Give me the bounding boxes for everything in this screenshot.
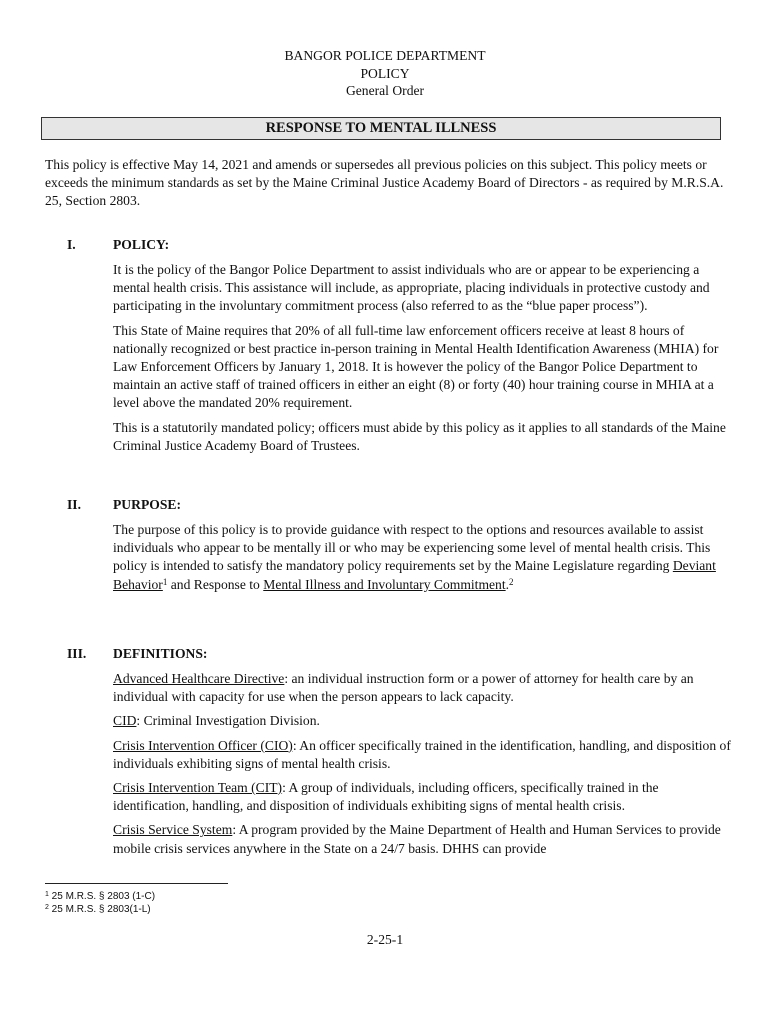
deviant-behavior-link: Deviant Behavior bbox=[113, 558, 716, 592]
paragraph: This is a statutorily mandated policy; officers must abide by this policy as it applies to all standards of the Maine Criminal Justice Academy Board of Trustees. bbox=[113, 419, 726, 453]
section-number: I. bbox=[67, 237, 76, 252]
footnote-item: $^1$ 25 M.R.S. § 2803 (1-C) bbox=[45, 891, 156, 902]
section-heading: DEFINITIONS: bbox=[113, 646, 208, 661]
footnote-item: $^2$ 25 M.R.S. § 2803(1-L) bbox=[45, 904, 151, 915]
mental-illness-link: Mental Illness and Involuntary Commitment bbox=[263, 576, 506, 592]
definition-text: : A group of individuals, including officers, specifically trained in the identification, handling, and disposition of individuals exhibiting signs of mental health crisis. bbox=[113, 780, 659, 814]
intro-paragraph: This policy is effective May 14, 2021 and amends or supersedes all previous policies on this subject. This policy meets or exceeds the minimum standards as set by the Maine Criminal Justice Academy Board of Directors - as required by M.R.S.A. 25, Section 2803. bbox=[45, 157, 724, 209]
definition-item bbox=[113, 712, 733, 730]
footnotes bbox=[45, 890, 155, 916]
definition-item bbox=[113, 779, 733, 815]
definition-text: : Criminal Investigation Division. bbox=[136, 713, 320, 729]
department-name: BANGOR POLICE DEPARTMENT bbox=[284, 48, 486, 63]
definition-text: : an individual instruction form or a power of attorney for health care by an individual with capacity for use when the person appears to lack capacity. bbox=[113, 671, 694, 705]
page-number: 2-25-1 bbox=[366, 932, 404, 947]
policy-label: POLICY bbox=[360, 65, 410, 81]
policy-title: RESPONSE TO MENTAL ILLNESS bbox=[41, 117, 721, 140]
definition-term: Crisis Intervention Team (CIT) bbox=[113, 780, 283, 796]
section-body bbox=[113, 521, 733, 600]
section-body bbox=[113, 261, 733, 461]
definition-term: Crisis Service System bbox=[113, 822, 233, 838]
section-number: III. bbox=[67, 646, 87, 661]
section-heading: PURPOSE: bbox=[113, 497, 181, 512]
definition-text: : A program provided by the Maine Department of Health and Human Services to provide mobile crisis services anywhere in the State on a 24/7 basis. DHHS can provide bbox=[113, 822, 721, 856]
definition-text: : An officer specifically trained in the identification, handling, and disposition of individuals exhibiting signs of mental health crisis. bbox=[113, 737, 731, 771]
order-type: General Order bbox=[345, 83, 425, 98]
section-body bbox=[113, 670, 733, 864]
footnote-ref-1: 1 bbox=[162, 576, 168, 587]
footnote-divider bbox=[45, 883, 228, 884]
definition-term: Crisis Intervention Officer (CIO) bbox=[113, 737, 293, 753]
document-header bbox=[0, 47, 770, 100]
paragraph: It is the policy of the Bangor Police Department to assist individuals who are or appear to be experiencing a mental health crisis. This assistance will include, as appropriate, placing individuals in protective custody and participating in the involuntary commitment process (also referred to as the “blue paper process”). bbox=[113, 262, 710, 314]
definition-term: CID bbox=[113, 713, 137, 729]
section-number: II. bbox=[67, 497, 81, 512]
definition-item bbox=[113, 737, 733, 773]
definition-item bbox=[113, 670, 733, 706]
definition-term: Advanced Healthcare Directive bbox=[113, 671, 285, 686]
purpose-paragraph: The purpose of this policy is to provide guidance with respect to the options and resources available to assist individuals who appear to be mentally ill or who may be experiencing some level of mental health crisis. This policy is intended to satisfy the mandatory policy requirements set by the Maine Legislature regarding Deviant Behavior$^1$ and Response to Mental Illness and Involuntary Commitment.$^2$ bbox=[113, 522, 716, 592]
section-heading: POLICY: bbox=[113, 237, 170, 252]
footnote-ref-2: 2 bbox=[509, 576, 514, 587]
definition-item bbox=[113, 821, 733, 857]
paragraph: This State of Maine requires that 20% of all full-time law enforcement officers receive at least 8 hours of nationally recognized or best practice in-person training in Mental Health Identification Awareness (MHIA) for Law Enforcement Officers by January 1, 2018. It is however the policy of the Bangor Police Department to maintain an active staff of trained officers in either an eight (8) or forty (40) hour training course in MHIA at a level above the mandated 20% requirement. bbox=[113, 322, 719, 411]
